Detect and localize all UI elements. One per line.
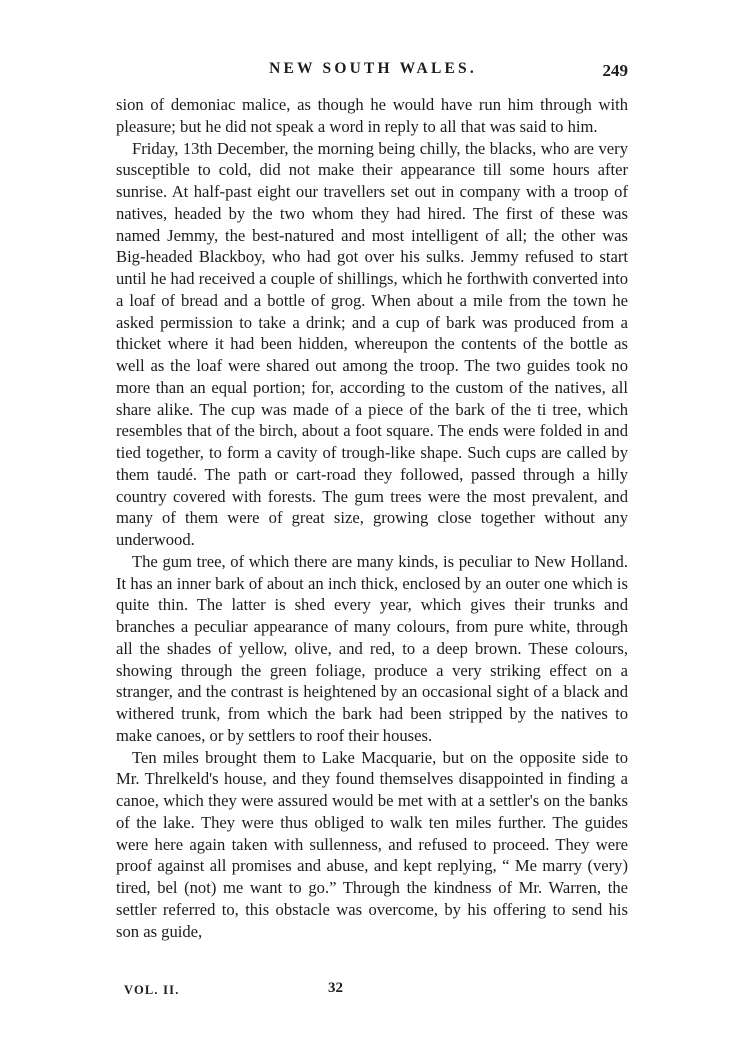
signature-mark: 32 bbox=[328, 980, 343, 996]
paragraph-continuation: sion of demoniac malice, as though he would have run him through with pleasure; but he did not speak a word in reply to all that was said to him. bbox=[116, 95, 628, 136]
paragraph-friday-13th-december: Friday, 13th December, the morning being chilly, the blacks, who are very susceptible to cold, did not make their appearance till some hours after sunrise. At half-past eight our travellers set out in company with a troop of natives, headed by the two whom they had hired. The first of these was named Jemmy, the best-natured and most intelligent of all; the other was Big-headed Blackboy, who had got over his sulks. Jemmy refused to start until he had received a couple of shillings, which he forthwith converted into a loaf of bread and a bottle of grog. When about a mile from the town he asked permission to take a drink; and a cup of bark was produced from a thicket where it had been hidden, whereupon the contents of the bottle as well as the loaf were shared out among the troop. The two guides took no more than an equal portion; for, according to the custom of the natives, all share alike. The cup was made of a piece of the bark of the ti tree, which resembles that of the birch, about a foot square. The ends were folded in and tied together, to form a cavity of trough-like shape. Such cups are called by them taudé. The path or cart-road they followed, passed through a hilly country covered with forests. The gum trees were the most prevalent, and many of them were of great size, growing close together without any underwood. bbox=[116, 138, 628, 549]
page-footer bbox=[118, 980, 628, 1004]
paragraph-gum-tree: The gum tree, of which there are many kinds, is peculiar to New Holland. It has an inner bark of about an inch thick, enclosed by an outer one which is quite thin. The latter is shed every year, which gives their trunks and branches a peculiar appearance of many colours, from pure white, through all the shades of yellow, olive, and red, to a deep brown. These colours, showing through the green foliage, produce a very striking effect on a stranger, and the contrast is heightened by an occasional sight of a black and withered trunk, from which the bark had been stripped by the natives to make canoes, or by settlers to roof their houses. bbox=[116, 551, 628, 745]
volume-mark: VOL. II. bbox=[124, 983, 180, 997]
running-head bbox=[118, 56, 628, 90]
running-title: NEW SOUTH WALES. bbox=[269, 60, 477, 77]
paragraph-lake-macquarie: Ten miles brought them to Lake Macquarie, but on the opposite side to Mr. Threlkeld's house, and they found themselves disappointed in finding a canoe, which they were assured would be met with at a settler's on the banks of the lake. They were thus obliged to walk ten miles further. The guides were here again taken with sullenness, and refused to proceed. They were proof against all promises and abuse, and kept replying, “ Me marry (very) tired, bel (not) me want to go.” Through the kindness of Mr. Warren, the settler referred to, this obstacle was overcome, by his offering to send his son as guide, bbox=[116, 747, 628, 941]
page-number: 249 bbox=[602, 61, 628, 80]
body-text bbox=[116, 94, 628, 942]
